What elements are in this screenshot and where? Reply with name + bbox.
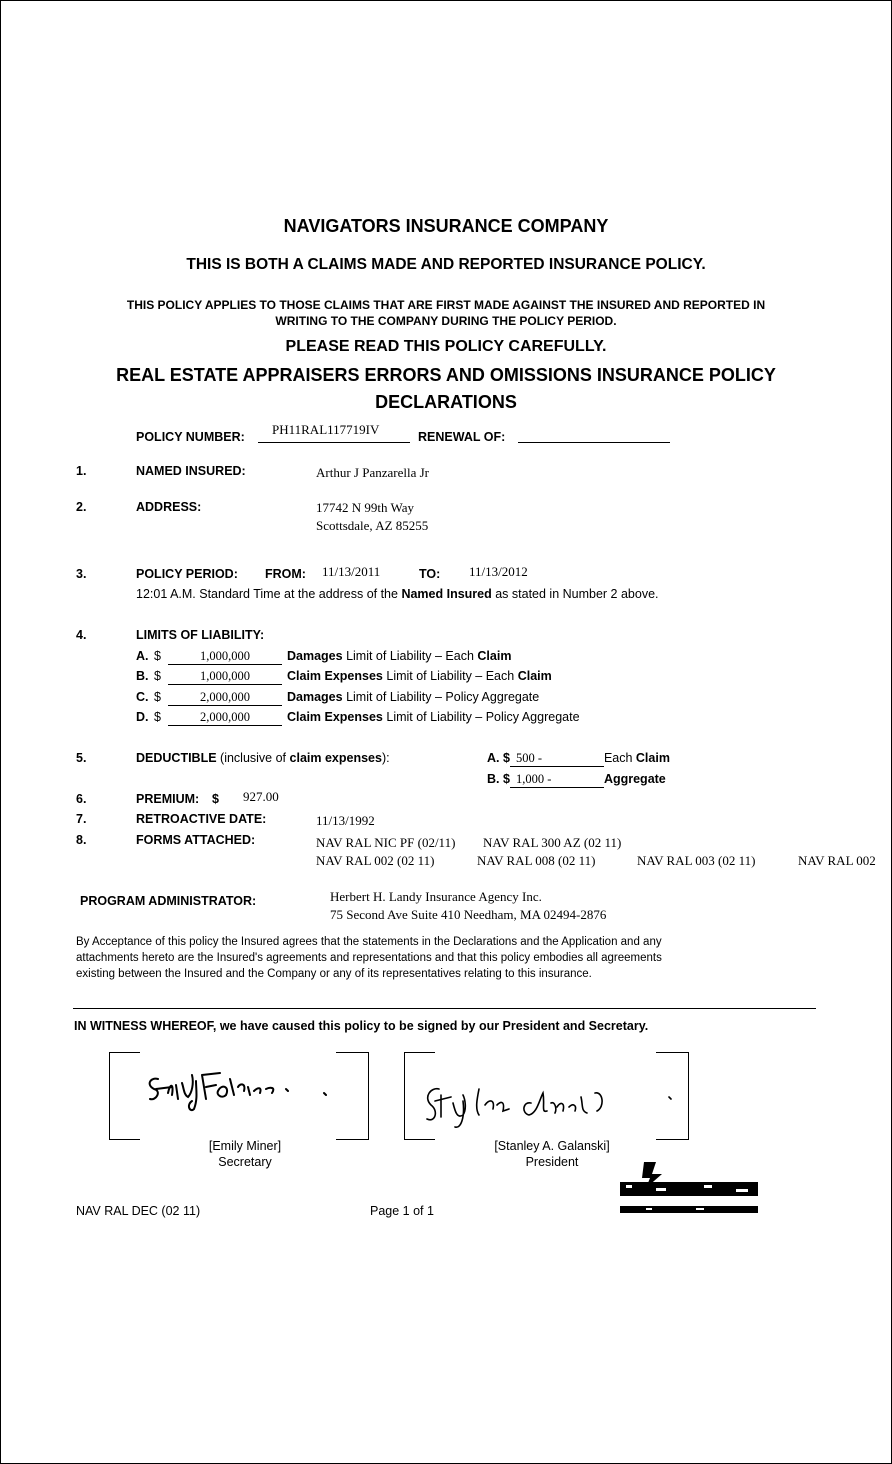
item-6-number: 6. — [76, 792, 87, 806]
item-4-number: 4. — [76, 628, 87, 642]
address-line-2: Scottsdale, AZ 85255 — [316, 518, 429, 533]
deductible-each-claim: A. $ 500 - Each Claim — [487, 751, 670, 765]
limit-row: C. $ 2,000,000 Damages Limit of Liability – Policy Aggregate — [136, 690, 540, 704]
company-name: NAVIGATORS INSURANCE COMPANY — [283, 216, 609, 236]
retroactive-value: 11/13/1992 — [316, 813, 375, 828]
limit-row: A. $ 1,000,000 Damages Limit of Liability – Each Claim — [136, 649, 512, 663]
limit-row: B. $ 1,000,000 Claim Expenses Limit of Liability – Each Claim — [136, 669, 552, 683]
program-admin-line-2: 75 Second Ave Suite 410 Needham, MA 02494-2876 — [330, 907, 607, 922]
acceptance-line-1: By Acceptance of this policy the Insured agrees that the statements in the Declarations and the Application and any — [76, 936, 662, 948]
premium-dollar: $ — [212, 792, 219, 806]
acceptance-line-2: attachments hereto are the Insured's agreements and representations and that this policy embodies all agreements — [76, 952, 662, 964]
deductible-aggregate: B. $ 1,000 - Aggregate — [487, 772, 666, 786]
divider — [73, 1008, 816, 1009]
president-name: [Stanley A. Galanski] — [494, 1139, 610, 1153]
deductible-label: DEDUCTIBLE (inclusive of claim expenses): — [136, 751, 390, 765]
acceptance-line-3: existing between the Insured and the Company or any of its representatives relating to this insurance. — [76, 968, 592, 980]
policy-type-line: THIS IS BOTH A CLAIMS MADE AND REPORTED INSURANCE POLICY. — [186, 256, 706, 273]
program-admin-line-1: Herbert H. Landy Insurance Agency Inc. — [330, 889, 542, 904]
policy-number-line — [258, 442, 410, 443]
declarations-heading: DECLARATIONS — [375, 392, 517, 412]
policy-period-label: POLICY PERIOD: — [136, 567, 238, 581]
form-item: NAV RAL 002 (02 11) — [316, 853, 435, 868]
item-7-number: 7. — [76, 812, 87, 826]
form-item: NAV RAL 008 (02 11) — [477, 853, 596, 868]
applies-line-1: THIS POLICY APPLIES TO THOSE CLAIMS THAT ARE FIRST MADE AGAINST THE INSURED AND REPORTED IN — [126, 298, 766, 312]
form-item: NAV RAL 002 — [798, 853, 876, 868]
policy-period-from-label: FROM: — [265, 567, 306, 581]
read-carefully: PLEASE READ THIS POLICY CAREFULLY. — [285, 338, 607, 355]
item-3-number: 3. — [76, 567, 87, 581]
navigators-logo — [616, 1158, 762, 1218]
page-number: Page 1 of 1 — [370, 1204, 434, 1218]
policy-period-to-value: 11/13/2012 — [469, 564, 528, 579]
secretary-signature — [110, 1053, 368, 1139]
named-insured-value: Arthur J Panzarella Jr — [316, 465, 429, 480]
program-admin-label: PROGRAM ADMINISTRATOR: — [80, 894, 257, 908]
policy-period-from-value: 11/13/2011 — [322, 564, 381, 579]
renewal-of-label: RENEWAL OF: — [418, 430, 506, 444]
policy-number-value: PH11RAL117719IV — [272, 422, 380, 437]
policy-period-to-label: TO: — [419, 567, 441, 581]
president-title: President — [525, 1155, 579, 1169]
premium-value: 927.00 — [243, 789, 279, 804]
retroactive-label: RETROACTIVE DATE: — [136, 812, 267, 826]
renewal-of-line — [518, 442, 670, 443]
applies-line-2: WRITING TO THE COMPANY DURING THE POLICY PERIOD. — [275, 314, 617, 328]
form-id: NAV RAL DEC (02 11) — [76, 1204, 201, 1218]
premium-label: PREMIUM: — [136, 792, 200, 806]
president-signature-box — [404, 1052, 689, 1140]
named-insured-label: NAMED INSURED: — [136, 464, 246, 478]
address-label: ADDRESS: — [136, 500, 202, 514]
secretary-name: [Emily Miner] — [208, 1139, 282, 1153]
form-item: NAV RAL NIC PF (02/11) — [316, 835, 456, 850]
limit-row: D. $ 2,000,000 Claim Expenses Limit of Liability – Policy Aggregate — [136, 710, 580, 724]
policy-number-label: POLICY NUMBER: — [136, 430, 245, 444]
item-5-number: 5. — [76, 751, 87, 765]
item-1-number: 1. — [76, 464, 87, 478]
policy-title: REAL ESTATE APPRAISERS ERRORS AND OMISSIONS INSURANCE POLICY — [116, 365, 776, 385]
address-line-1: 17742 N 99th Way — [316, 500, 415, 515]
form-item: NAV RAL 300 AZ (02 11) — [483, 835, 622, 850]
form-item: NAV RAL 003 (02 11) — [637, 853, 756, 868]
forms-label: FORMS ATTACHED: — [136, 833, 256, 847]
item-2-number: 2. — [76, 500, 87, 514]
policy-period-note: 12:01 A.M. Standard Time at the address of the Named Insured as stated in Number 2 above. — [136, 587, 659, 601]
secretary-title: Secretary — [218, 1155, 272, 1169]
secretary-signature-box — [109, 1052, 369, 1140]
item-8-number: 8. — [76, 833, 87, 847]
witness-statement: IN WITNESS WHEREOF, we have caused this policy to be signed by our President and Secretary. — [74, 1019, 649, 1033]
president-signature — [405, 1053, 688, 1139]
limits-label: LIMITS OF LIABILITY: — [136, 628, 265, 642]
